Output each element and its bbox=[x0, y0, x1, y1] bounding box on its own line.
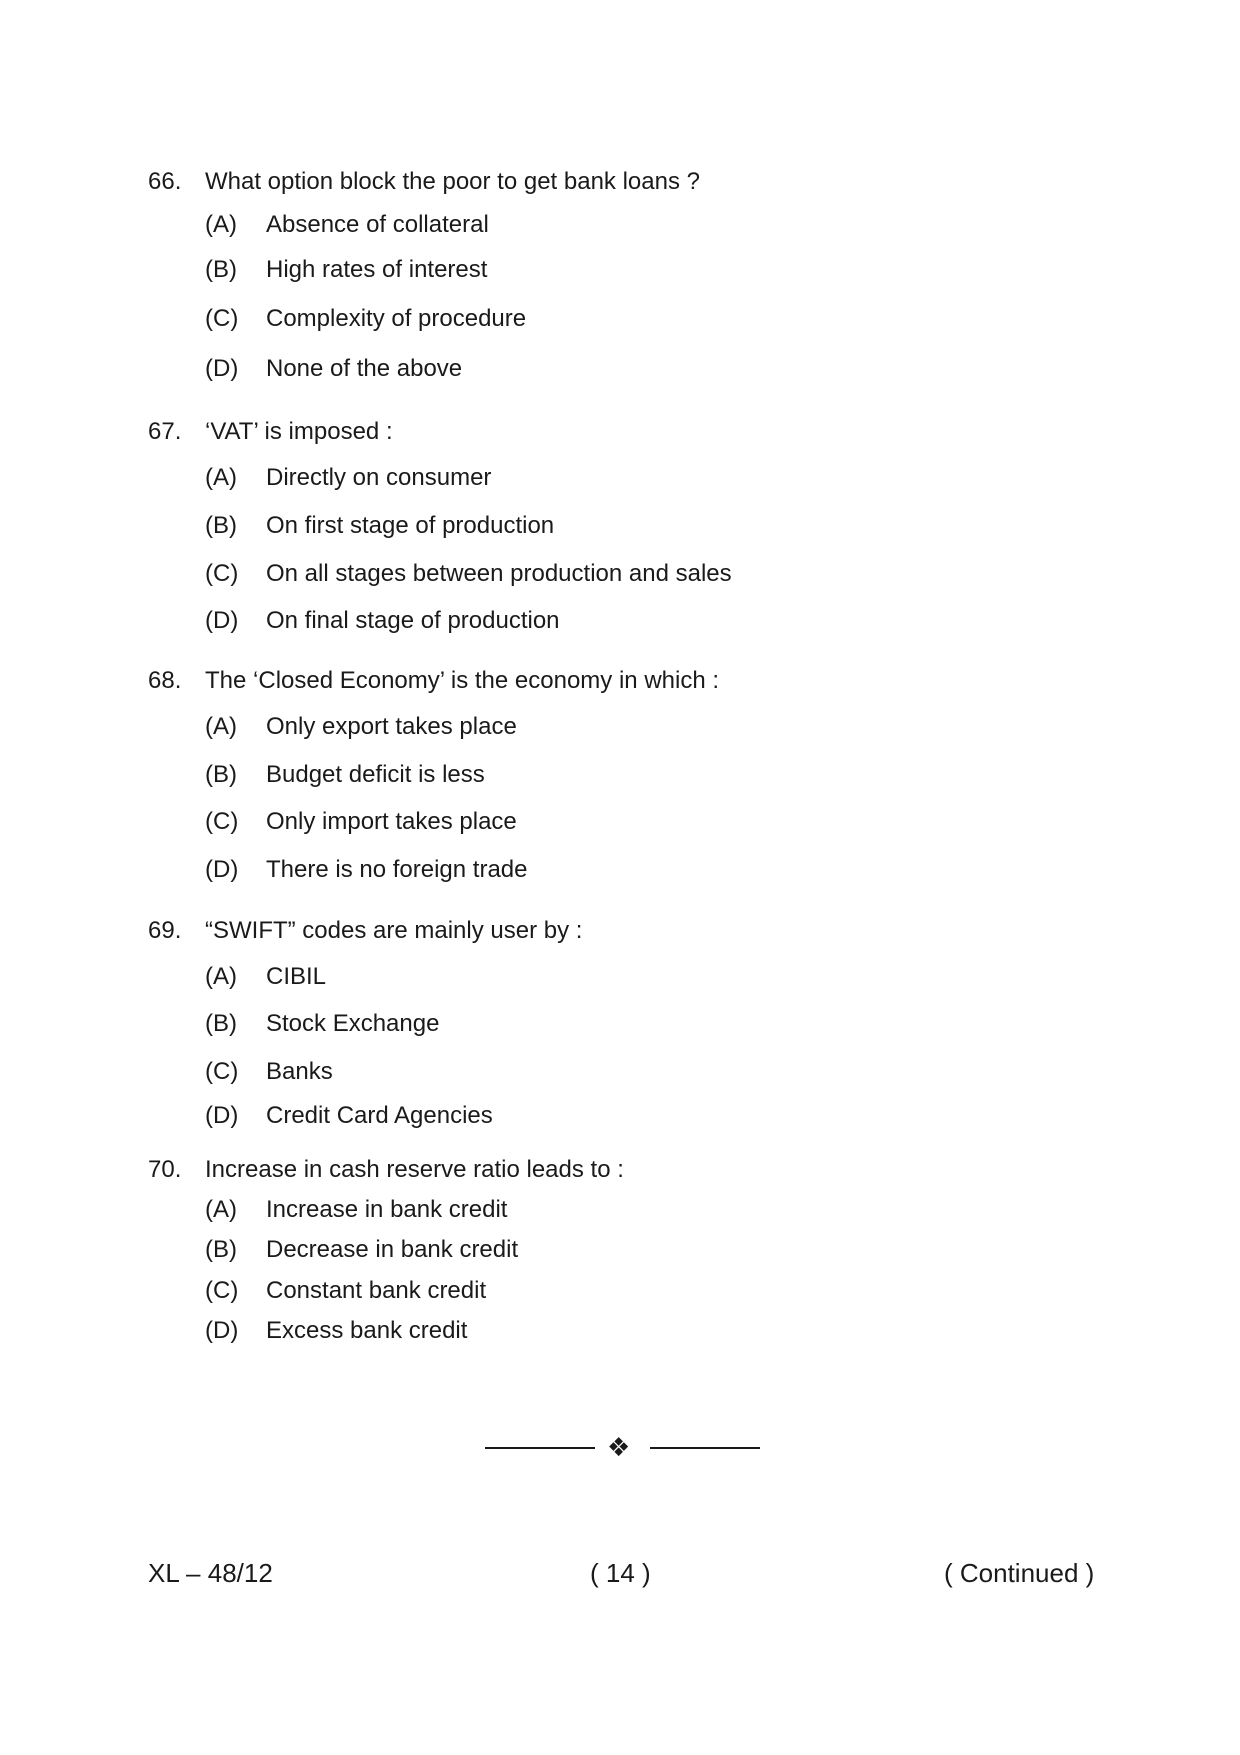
option-label: (C) bbox=[205, 808, 239, 835]
option-text: Only import takes place bbox=[266, 808, 517, 835]
option-label: (D) bbox=[205, 607, 239, 634]
option-label: (D) bbox=[205, 1317, 239, 1344]
option-text: Excess bank credit bbox=[266, 1317, 468, 1344]
option-text: High rates of interest bbox=[266, 256, 488, 283]
question-text: “SWIFT” codes are mainly user by : bbox=[205, 917, 583, 944]
option-label: (B) bbox=[205, 512, 237, 539]
option-text: Increase in bank credit bbox=[266, 1196, 508, 1223]
section-end-ornament bbox=[485, 1432, 760, 1462]
option-text: None of the above bbox=[266, 355, 463, 382]
question-66 bbox=[148, 162, 1148, 382]
continued-label: ( Continued ) bbox=[944, 1558, 1095, 1588]
option-label: (A) bbox=[205, 713, 237, 740]
divider-line bbox=[485, 1447, 595, 1449]
option-text: On final stage of production bbox=[266, 607, 560, 634]
option-label: (A) bbox=[205, 211, 237, 238]
option-label: (C) bbox=[205, 1058, 239, 1085]
question-number: 67. bbox=[148, 418, 182, 445]
question-70 bbox=[148, 1150, 1148, 1344]
question-number: 66. bbox=[148, 168, 182, 195]
paper-code: XL – 48/12 bbox=[148, 1558, 273, 1588]
option-label: (B) bbox=[205, 1236, 237, 1263]
option-label: (C) bbox=[205, 1277, 239, 1304]
option-text: Constant bank credit bbox=[266, 1277, 487, 1304]
option-text: There is no foreign trade bbox=[266, 856, 528, 883]
question-number: 69. bbox=[148, 917, 182, 944]
option-label: (A) bbox=[205, 963, 237, 990]
option-label: (B) bbox=[205, 256, 237, 283]
question-67 bbox=[148, 412, 1148, 634]
question-text: ‘VAT’ is imposed : bbox=[205, 418, 393, 445]
page-number: ( 14 ) bbox=[590, 1558, 651, 1588]
option-label: (D) bbox=[205, 1102, 239, 1129]
option-label: (B) bbox=[205, 1010, 237, 1037]
option-text: Decrease in bank credit bbox=[266, 1236, 519, 1263]
option-label: (B) bbox=[205, 761, 237, 788]
option-label: (D) bbox=[205, 856, 239, 883]
option-text: Complexity of procedure bbox=[266, 305, 527, 332]
diamond-ornament-icon: ❖ bbox=[607, 1432, 631, 1462]
option-label: (C) bbox=[205, 305, 239, 332]
divider-line bbox=[650, 1447, 760, 1449]
option-label: (D) bbox=[205, 355, 239, 382]
option-text: CIBIL bbox=[266, 963, 327, 990]
option-text: Only export takes place bbox=[266, 713, 517, 740]
option-text: On first stage of production bbox=[266, 512, 555, 539]
question-number: 70. bbox=[148, 1156, 182, 1183]
option-label: (A) bbox=[205, 464, 237, 491]
question-69 bbox=[148, 911, 1148, 1129]
option-label: (C) bbox=[205, 560, 239, 587]
option-text: Stock Exchange bbox=[266, 1010, 440, 1037]
option-text: Banks bbox=[266, 1058, 333, 1085]
option-text: Directly on consumer bbox=[266, 464, 492, 491]
question-text: Increase in cash reserve ratio leads to : bbox=[205, 1156, 624, 1183]
question-68 bbox=[148, 661, 1148, 883]
option-text: Absence of collateral bbox=[266, 211, 489, 238]
question-text: The ‘Closed Economy’ is the economy in which : bbox=[205, 667, 720, 694]
option-text: Credit Card Agencies bbox=[266, 1102, 493, 1129]
option-text: On all stages between production and sales bbox=[266, 560, 732, 587]
option-text: Budget deficit is less bbox=[266, 761, 485, 788]
option-label: (A) bbox=[205, 1196, 237, 1223]
question-text: What option block the poor to get bank loans ? bbox=[205, 168, 700, 195]
question-number: 68. bbox=[148, 667, 182, 694]
